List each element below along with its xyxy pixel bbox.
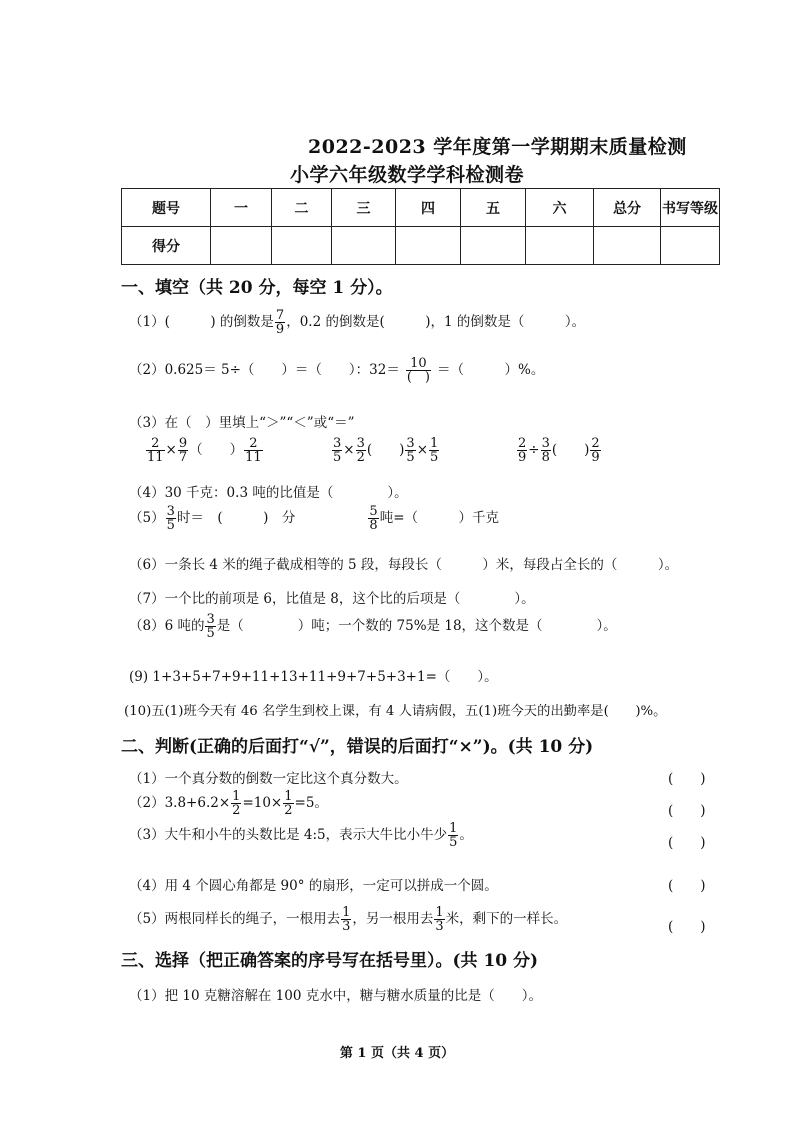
fraction (166, 505, 176, 532)
fraction-denominator: 2 (284, 803, 293, 818)
fraction (146, 437, 165, 464)
fraction-numerator: 1 (435, 905, 444, 920)
question-text: （1）( ) 的倒数是 (129, 314, 274, 330)
judge-bracket-2[interactable]: ( ) (668, 803, 706, 819)
question-1-6: （6）一条长 4 米的绳子截成相等的 5 段，每段长（ ）米，每段占全长的（ ）。 (129, 557, 679, 573)
question-1-7: （7）一个比的前项是 6，比值是 8，这个比的后项是（ ）。 (129, 591, 535, 607)
question-text: 。 (459, 827, 473, 843)
question-text: ，另一根用去 (352, 911, 434, 927)
fraction-numerator: 3 (166, 504, 175, 519)
fraction-denominator: 11 (147, 450, 164, 465)
question-text: =5。 (294, 795, 328, 811)
fraction-numerator: 3 (333, 436, 342, 451)
question-text: （2）0.625＝ 5÷（ ）＝（ ）：32＝ (129, 362, 400, 378)
question-text: 是（ ）吨；一个数的 75%是 18，这个数是（ ）。 (216, 618, 617, 634)
fraction-numerator: 2 (244, 437, 263, 451)
operator: × (343, 442, 355, 458)
fraction-denominator: 7 (178, 450, 188, 465)
fraction-denominator: 3 (435, 919, 444, 934)
fraction (275, 309, 285, 336)
fraction-denominator: ( ) (406, 370, 431, 385)
fraction-numerator: 10 (406, 357, 431, 371)
fraction-numerator: 1 (430, 436, 439, 451)
answer-blank[interactable]: ( ) (366, 442, 405, 458)
answer-blank[interactable]: ( ) (551, 442, 590, 458)
table-row-label: 得分 (122, 227, 211, 265)
fraction-numerator: 2 (591, 436, 600, 451)
page-footer: 第 1 页（共 4 页） (339, 1046, 455, 1061)
fraction-denominator: 9 (591, 450, 600, 465)
judge-question-5 (129, 906, 567, 933)
fraction (332, 437, 342, 464)
fraction (517, 437, 527, 464)
question-1-5 (129, 505, 499, 532)
fraction-denominator: 2 (356, 450, 365, 465)
score-cell[interactable] (332, 227, 396, 265)
fraction-numerator: 1 (232, 789, 241, 804)
question-text: ＝（ ）%。 (437, 362, 545, 378)
section-3-title: 三、选择（把正确答案的序号写在括号里）。(共 10 分) (121, 951, 539, 971)
comparison-1 (145, 437, 264, 464)
fraction-numerator: 1 (342, 905, 351, 920)
fraction-numerator: 7 (275, 308, 285, 323)
question-text: 米，剩下的一样长。 (445, 911, 568, 927)
fraction-denominator: 5 (333, 450, 342, 465)
score-cell[interactable] (211, 227, 272, 265)
score-table-header-row (122, 189, 720, 227)
fraction (405, 437, 415, 464)
fraction-denominator: 5 (449, 835, 458, 850)
fraction-denominator: 9 (275, 322, 285, 337)
judge-bracket-5[interactable]: ( ) (668, 919, 706, 935)
fraction (541, 437, 551, 464)
operator: × (165, 442, 177, 458)
score-cell[interactable] (461, 227, 526, 265)
fraction (283, 790, 293, 817)
question-text: =10× (242, 795, 283, 811)
fraction-numerator: 5 (369, 504, 378, 519)
fraction (434, 906, 444, 933)
table-header-cell: 题号 (122, 189, 211, 227)
question-text: （5） (129, 510, 165, 526)
fraction-numerator: 3 (406, 436, 415, 451)
fraction-denominator: 11 (245, 450, 262, 465)
fraction-denominator: 5 (430, 450, 439, 465)
score-cell[interactable] (526, 227, 594, 265)
question-1-2 (129, 357, 544, 384)
table-header-cell: 二 (272, 189, 332, 227)
question-text: （5）两根同样长的绳子，一根用去 (129, 911, 341, 927)
section-1-title: 一、填空（共 20 分，每空 1 分）。 (121, 278, 393, 298)
fraction (231, 790, 241, 817)
table-header-cell: 一 (211, 189, 272, 227)
table-header-cell: 总分 (594, 189, 661, 227)
fraction-denominator: 5 (406, 450, 415, 465)
score-table-row (122, 227, 720, 265)
fraction (341, 906, 351, 933)
fraction-denominator: 2 (232, 803, 241, 818)
comparison-2 (331, 437, 440, 464)
question-1-8 (129, 613, 617, 640)
fraction (356, 437, 366, 464)
fraction (590, 437, 600, 464)
fraction-numerator: 3 (206, 612, 215, 627)
question-1-10: (10)五(1)班今天有 46 名学生到校上课，有 4 人请病假，五(1)班今天的出勤率是( )%。 (124, 704, 667, 719)
fraction-denominator: 8 (541, 450, 550, 465)
fraction-denominator: 5 (206, 626, 215, 641)
question-1-4: （4）30 千克：0.3 吨的比值是（ ）。 (129, 485, 408, 501)
fraction-numerator: 1 (449, 821, 458, 836)
fraction (429, 437, 439, 464)
exam-subtitle: 小学六年级数学学科检测卷 (290, 164, 525, 186)
question-1-9: (9) 1+3+5+7+9+11+13+11+9+7+5+3+1=（ ）。 (129, 669, 498, 685)
table-header-cell: 五 (461, 189, 526, 227)
table-header-cell: 书写等级 (661, 189, 720, 227)
judge-bracket-3[interactable]: ( ) (668, 835, 706, 851)
choice-question-1: （1）把 10 克糖溶解在 100 克水中，糖与糖水质量的比是（ ）。 (129, 988, 542, 1004)
fraction (406, 357, 431, 384)
fraction-numerator: 9 (178, 436, 188, 451)
table-header-cell: 四 (396, 189, 461, 227)
question-text: 时＝ ( ) 分 (176, 510, 296, 526)
question-1-3-intro: （3）在（ ）里填上“＞”“＜”或“＝” (129, 415, 355, 431)
table-header-cell: 六 (526, 189, 594, 227)
judge-question-3 (129, 822, 473, 849)
judge-question-2 (129, 790, 328, 817)
question-1-1 (129, 309, 585, 336)
question-text: ，0.2 的倒数是( )，1 的倒数是（ ）。 (286, 314, 586, 330)
question-text: （8）6 吨的 (129, 618, 205, 634)
comparison-3 (516, 437, 602, 464)
fraction (368, 505, 378, 532)
fraction-numerator: 1 (284, 789, 293, 804)
fraction-denominator: 5 (166, 518, 175, 533)
fraction-numerator: 2 (518, 436, 527, 451)
question-text: （3）大牛和小牛的头数比是 4:5，表示大牛比小牛少 (129, 827, 448, 843)
exam-title: 2022-2023 学年度第一学期期末质量检测 (308, 136, 687, 158)
score-cell[interactable] (594, 227, 661, 265)
judge-question-4: （4）用 4 个圆心角都是 90° 的扇形，一定可以拼成一个圆。 (129, 878, 498, 894)
fraction (448, 822, 458, 849)
fraction (244, 437, 263, 464)
question-text: 吨=（ ）千克 (379, 510, 500, 526)
score-cell[interactable] (396, 227, 461, 265)
table-header-cell: 三 (332, 189, 396, 227)
fraction-numerator: 3 (356, 436, 365, 451)
fraction-denominator: 8 (369, 518, 378, 533)
fraction (205, 613, 215, 640)
fraction-numerator: 3 (541, 436, 550, 451)
section-2-title: 二、判断(正确的后面打“√”，错误的后面打“×”)。(共 10 分) (121, 737, 594, 757)
answer-blank[interactable]: （ ） (189, 442, 244, 458)
judge-question-1: （1）一个真分数的倒数一定比这个真分数大。 (129, 771, 408, 787)
fraction-denominator: 3 (342, 919, 351, 934)
judge-bracket-1[interactable]: ( ) (668, 771, 706, 787)
fraction (178, 437, 188, 464)
fraction-denominator: 9 (518, 450, 527, 465)
score-table (121, 188, 720, 265)
score-cell[interactable] (661, 227, 720, 265)
question-text: （2）3.8+6.2× (129, 795, 231, 811)
score-cell[interactable] (272, 227, 332, 265)
operator: ÷ (528, 442, 540, 458)
fraction-numerator: 2 (146, 437, 165, 451)
operator: × (416, 442, 429, 458)
judge-bracket-4[interactable]: ( ) (668, 878, 706, 894)
